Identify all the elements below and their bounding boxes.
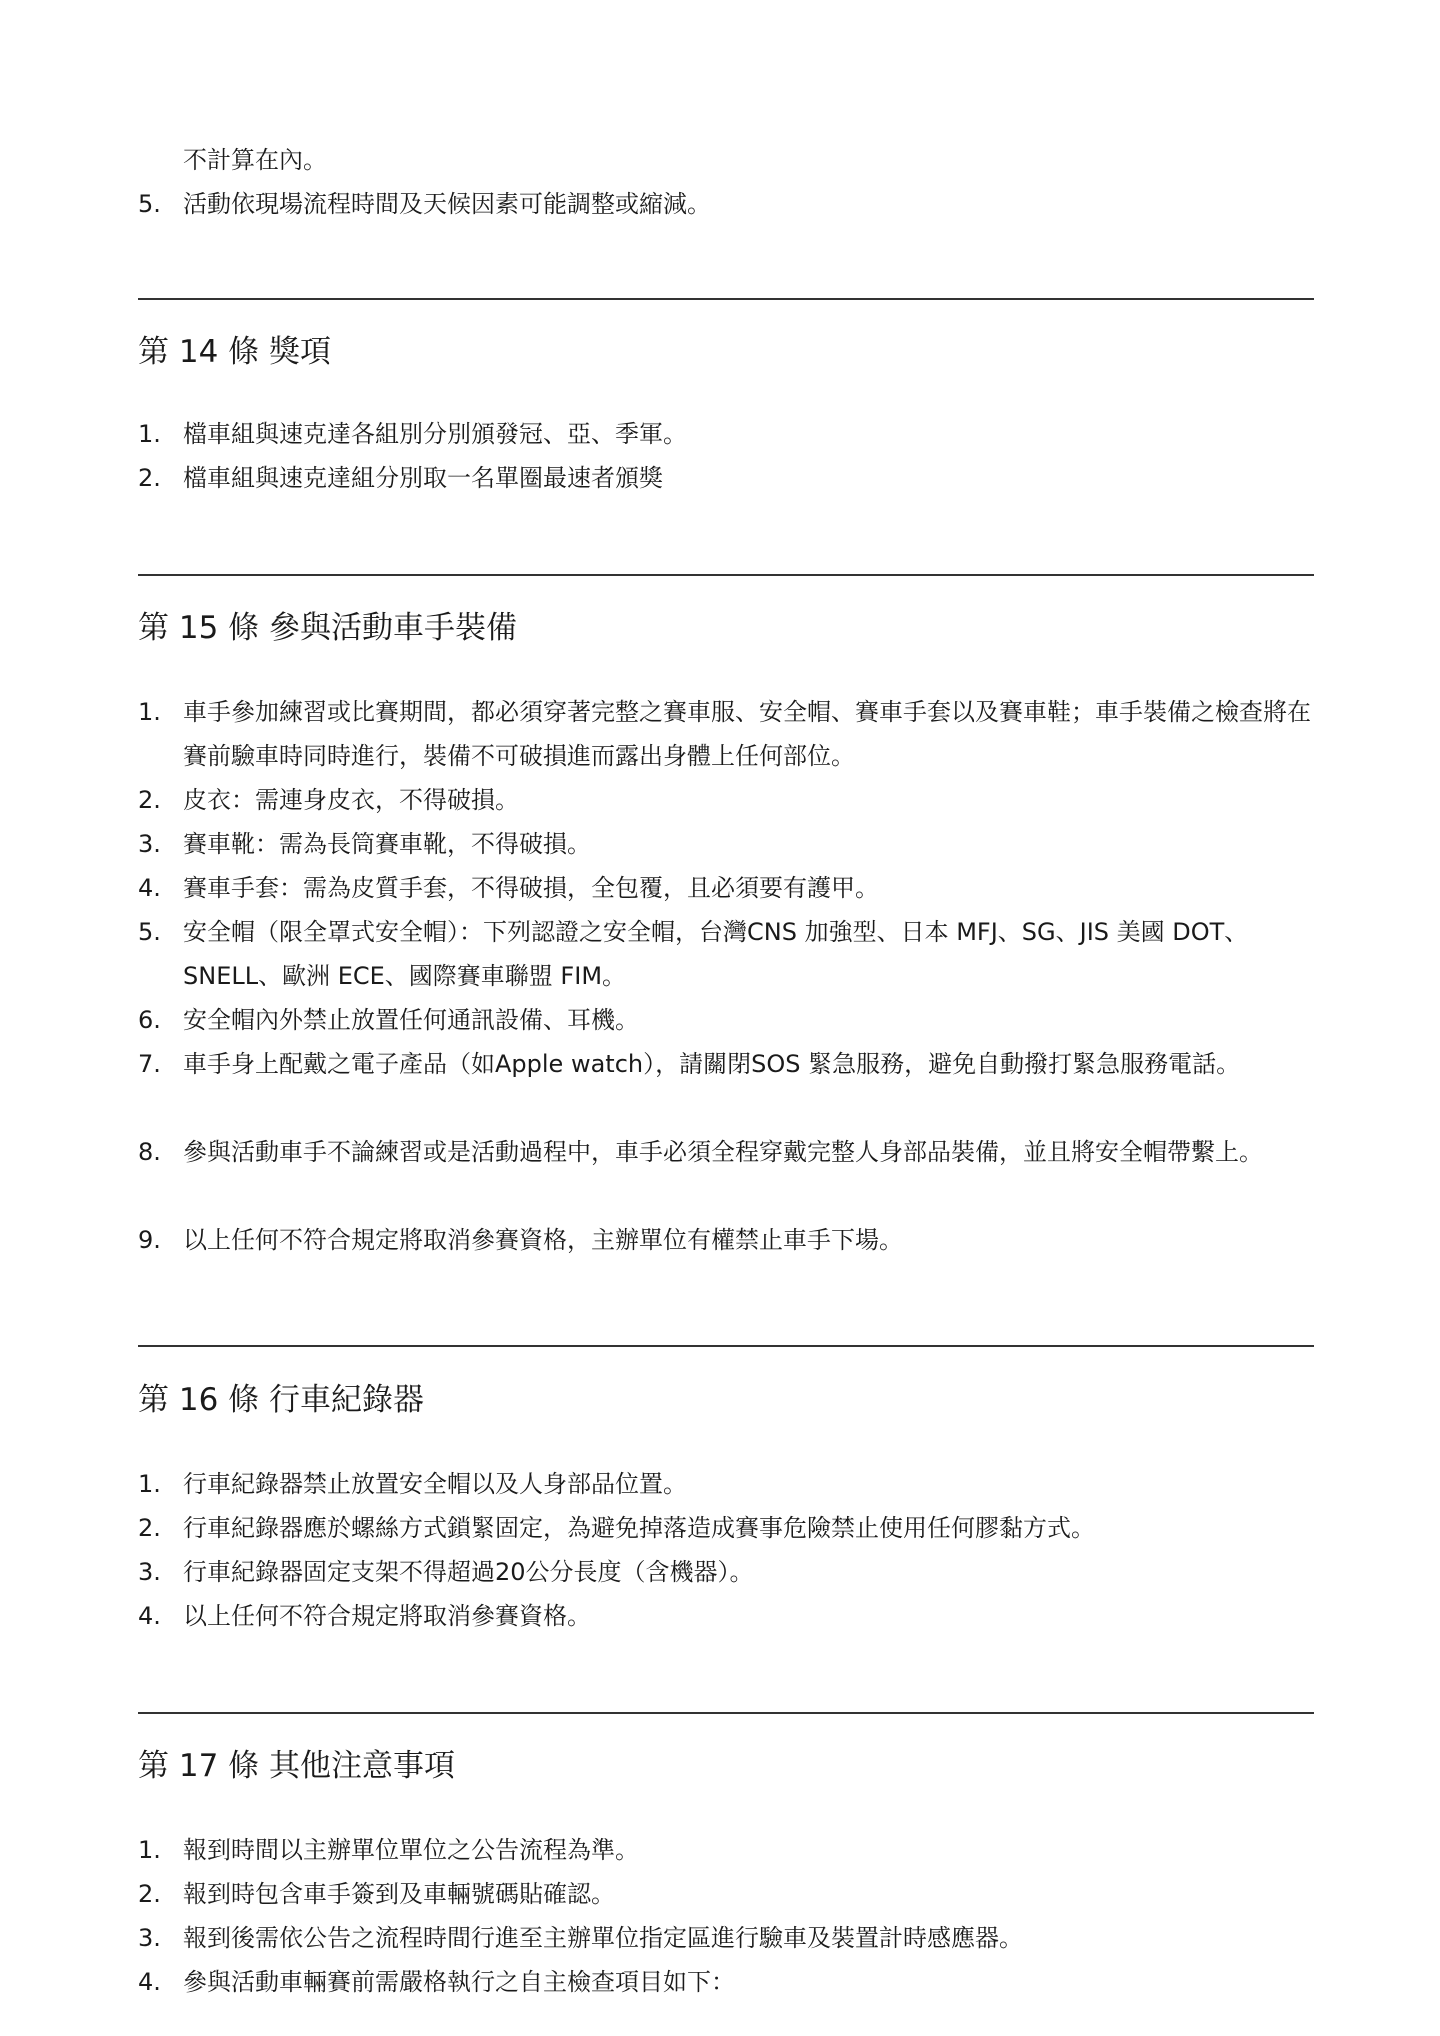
list-item-number: 4. [138, 1968, 161, 1996]
list-item-number: 3. [138, 830, 161, 858]
list-item-number: 9. [138, 1226, 161, 1254]
list-item-text: 安全帽（限全罩式安全帽）：下列認證之安全帽，台灣CNS 加強型、日本 MFJ、SG、JIS 美國 DOT、 SNELL、歐洲 ECE、國際賽車聯盟 FIM。 [183, 918, 1249, 990]
list-item-text: 車手參加練習或比賽期間，都必須穿著完整之賽車服、安全帽、賽車手套以及賽車鞋；車手裝備之檢查將在賽前驗車時同時進行，裝備不可破損進而露出身體上任何部位。 [183, 698, 1311, 770]
section-heading: 第 16 條 行車紀錄器 [138, 1382, 425, 1418]
list-item [138, 1594, 1318, 1638]
list-item [138, 690, 1318, 778]
list-item-number: 2. [138, 786, 161, 814]
list-item-number: 4. [138, 1602, 161, 1630]
list-item [138, 1872, 1318, 1916]
list-item [138, 1960, 1318, 2004]
section-divider [138, 574, 1314, 576]
section-heading: 第 15 條 參與活動車手裝備 [138, 610, 518, 646]
list-item [138, 778, 1318, 822]
list-item [138, 1130, 1318, 1174]
section-divider [138, 1712, 1314, 1714]
list-item-text: 報到時間以主辦單位單位之公告流程為準。 [183, 1836, 639, 1864]
list-item-number: 2. [138, 1880, 161, 1908]
list-item-number: 1. [138, 698, 161, 726]
list-item [138, 822, 1318, 866]
list-item [138, 1462, 1318, 1506]
list-item [138, 1550, 1318, 1594]
list-item-number: 3. [138, 1924, 161, 1952]
section-divider [138, 1345, 1314, 1347]
list-item-text: 報到後需依公告之流程時間行進至主辦單位指定區進行驗車及裝置計時感應器。 [183, 1924, 1023, 1952]
list-item-text: 參與活動車輛賽前需嚴格執行之自主檢查項目如下： [183, 1968, 735, 1996]
list-item-text: 賽車手套：需為皮質手套，不得破損，全包覆，且必須要有護甲。 [183, 874, 879, 902]
section-divider [138, 298, 1314, 300]
list-item-text: 賽車靴：需為長筒賽車靴，不得破損。 [183, 830, 591, 858]
list-item [138, 866, 1318, 910]
list-item-text: 檔車組與速克達各組別分別頒發冠、亞、季軍。 [183, 420, 687, 448]
section-heading: 第 17 條 其他注意事項 [138, 1748, 456, 1784]
list-item-text: 以上任何不符合規定將取消參賽資格，主辦單位有權禁止車手下場。 [183, 1226, 903, 1254]
list-item-text: 以上任何不符合規定將取消參賽資格。 [183, 1602, 591, 1630]
list-item-number: 8. [138, 1138, 161, 1166]
list-item-text: 報到時包含車手簽到及車輛號碼貼確認。 [183, 1880, 615, 1908]
section-heading: 第 14 條 獎項 [138, 334, 332, 370]
intro-continuation-text: 不計算在內。 [183, 146, 327, 174]
list-item-text: 皮衣：需連身皮衣，不得破損。 [183, 786, 519, 814]
list-item-text: 行車紀錄器應於螺絲方式鎖緊固定，為避免掉落造成賽事危險禁止使用任何膠黏方式。 [183, 1514, 1095, 1542]
list-item-text: 行車紀錄器禁止放置安全帽以及人身部品位置。 [183, 1470, 687, 1498]
list-item-number: 1. [138, 1470, 161, 1498]
list-item-text: 檔車組與速克達組分別取一名單圈最速者頒獎 [183, 464, 663, 492]
list-item [138, 998, 1318, 1042]
list-item-text: 活動依現場流程時間及天候因素可能調整或縮減。 [183, 190, 711, 218]
list-item-number: 4. [138, 874, 161, 902]
list-item [138, 182, 1318, 226]
list-item [138, 910, 1318, 998]
list-item [138, 412, 1318, 456]
list-item [138, 1042, 1318, 1086]
list-item-number: 1. [138, 1836, 161, 1864]
list-item [138, 1218, 1318, 1262]
list-item-text: 行車紀錄器固定支架不得超過20公分長度（含機器）。 [183, 1558, 754, 1586]
list-item-number: 2. [138, 1514, 161, 1542]
list-item-number: 3. [138, 1558, 161, 1586]
list-item-number: 6. [138, 1006, 161, 1034]
list-item-number: 5. [138, 918, 161, 946]
list-item-number: 2. [138, 464, 161, 492]
list-item [138, 1506, 1318, 1550]
list-item-number: 5. [138, 190, 161, 218]
list-item-text: 安全帽內外禁止放置任何通訊設備、耳機。 [183, 1006, 639, 1034]
list-item [138, 1916, 1318, 1960]
list-item-text: 車手身上配戴之電子產品（如Apple watch），請關閉SOS 緊急服務，避免自動撥打緊急服務電話。 [183, 1050, 1241, 1078]
list-item [138, 1828, 1318, 1872]
list-item-number: 7. [138, 1050, 161, 1078]
list-item-number: 1. [138, 420, 161, 448]
list-item-text: 參與活動車手不論練習或是活動過程中，車手必須全程穿戴完整人身部品裝備，並且將安全帽帶繫上。 [183, 1138, 1263, 1166]
list-item [138, 456, 1318, 500]
